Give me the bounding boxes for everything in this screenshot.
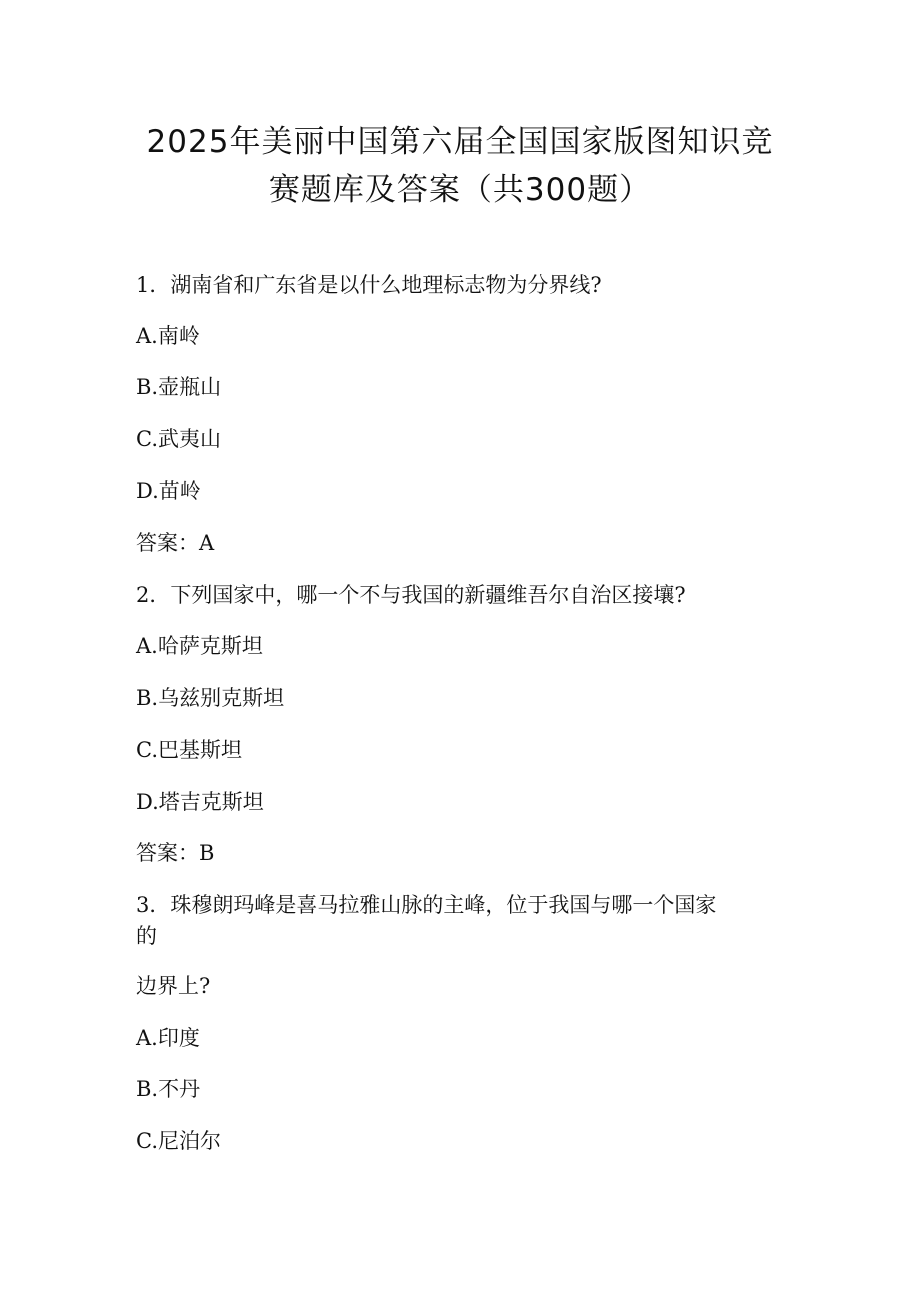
question-2-option-c: C.巴基斯坦 — [136, 738, 242, 762]
question-1-option-d: D.苗岭 — [136, 479, 201, 503]
question-1-option-c: C.武夷山 — [136, 427, 221, 451]
document-title-line-2: 赛题库及答案（共300题） — [268, 172, 652, 208]
question-2-text: 2．下列国家中，哪一个不与我国的新疆维吾尔自治区接壤? — [136, 583, 686, 607]
question-2-option-d: D.塔吉克斯坦 — [136, 790, 264, 814]
question-2-answer: 答案：B — [136, 841, 215, 865]
question-1-text: 1．湖南省和广东省是以什么地理标志物为分界线? — [136, 273, 602, 297]
question-3-text: 3．珠穆朗玛峰是喜马拉雅山脉的主峰，位于我国与哪一个国家 — [136, 893, 717, 917]
document-title-line-1: 2025年美丽中国第六届全国国家版图知识竞 — [146, 124, 774, 160]
question-2-option-b: B.乌兹别克斯坦 — [136, 686, 285, 710]
question-3-option-c: C.尼泊尔 — [136, 1129, 221, 1153]
question-3-option-b: B.不丹 — [136, 1077, 201, 1101]
question-2-option-a: A.哈萨克斯坦 — [136, 634, 263, 658]
question-1-option-a: A.南岭 — [136, 324, 200, 348]
question-3-option-a: A.印度 — [136, 1026, 200, 1050]
question-3-text-wrap: 的 — [136, 924, 157, 948]
question-1-option-b: B.壶瓶山 — [136, 375, 222, 399]
question-3-text-continued: 边界上? — [136, 974, 211, 998]
question-1-answer: 答案：A — [136, 531, 215, 555]
